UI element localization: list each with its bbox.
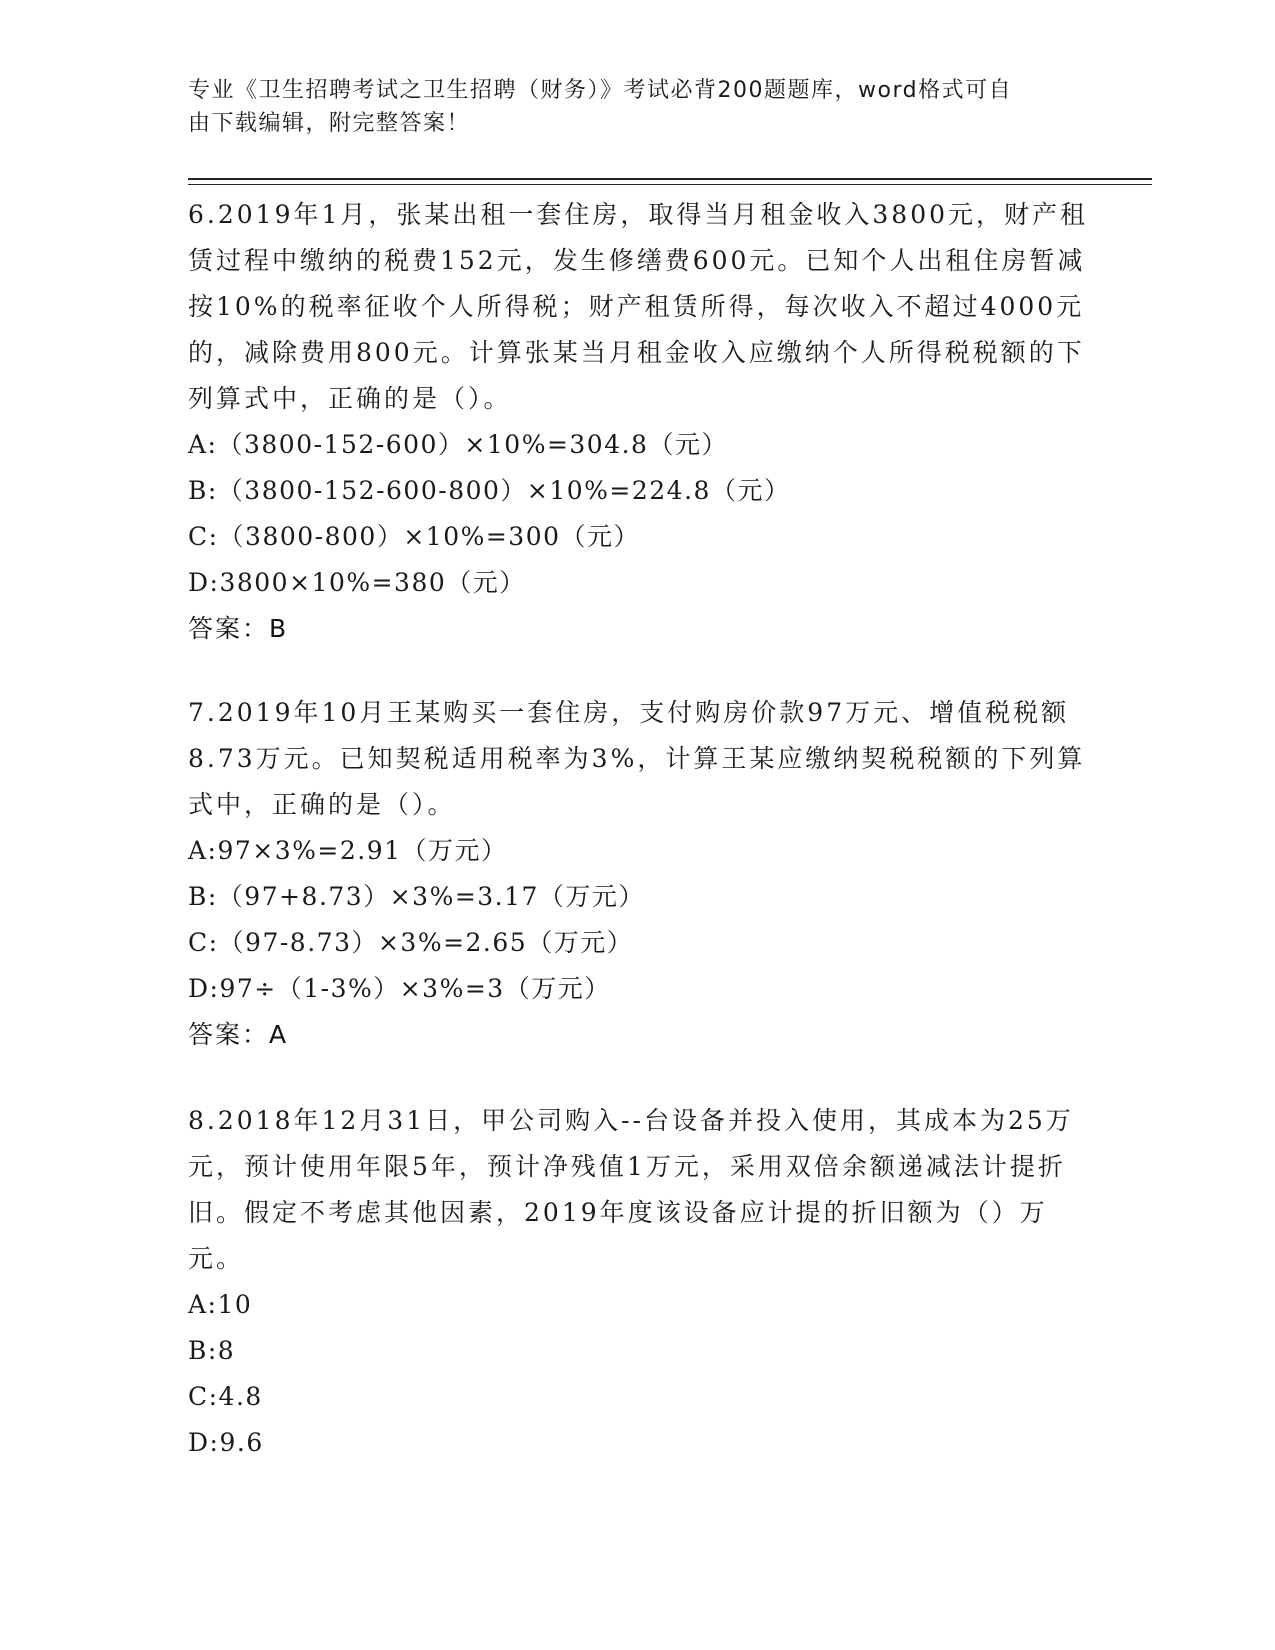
question-stem: 8.2018年12月31日，甲公司购入--台设备并投入使用，其成本为25万元，预计使用年限5年，预计净残值1万元，采用双倍余额递减法计提折旧。假定不考虑其他因素，2019年度该设备应计提的折旧额为（）万元。 bbox=[188, 1106, 1074, 1273]
question-7 bbox=[188, 690, 1088, 1058]
option-a: A:97×3%=2.91（万元） bbox=[188, 836, 508, 865]
option-c: C:（97-8.73）×3%=2.65（万元） bbox=[188, 928, 634, 957]
option-d: D:3800×10%=380（元） bbox=[188, 568, 526, 597]
question-6 bbox=[188, 192, 1088, 652]
header-line-2: 由下载编辑，附完整答案！ bbox=[188, 111, 471, 136]
answer: 答案：A bbox=[188, 1020, 289, 1049]
option-b: B:（3800-152-600-800）×10%=224.8（元） bbox=[188, 476, 791, 505]
option-a: A:（3800-152-600）×10%=304.8（元） bbox=[188, 430, 728, 459]
question-stem: 7.2019年10月王某购买一套住房，支付购房价款97万元、增值税税额8.73万元。已知契税适用税率为3%，计算王某应缴纳契税税额的下列算式中，正确的是（）。 bbox=[188, 698, 1086, 819]
question-stem: 6.2019年1月，张某出租一套住房，取得当月租金收入3800元，财产租赁过程中缴纳的税费152元，发生修缮费600元。已知个人出租住房暂减按10%的税率征收个人所得税；财产租赁所得，每次收入不超过4000元的，减除费用800元。计算张某当月租金收入应缴纳个人所得税税额的下列算式中，正确的是（）。 bbox=[188, 200, 1089, 413]
header-divider-thick bbox=[188, 178, 1152, 180]
option-b: B:8 bbox=[188, 1336, 236, 1365]
question-8 bbox=[188, 1098, 1088, 1466]
header-line-1: 专业《卫生招聘考试之卫生招聘（财务）》考试必背200题题库，word格式可自 bbox=[188, 78, 1013, 103]
answer: 答案：B bbox=[188, 614, 289, 643]
document-header bbox=[188, 74, 1078, 140]
option-c: C:4.8 bbox=[188, 1382, 263, 1411]
option-b: B:（97+8.73）×3%=3.17（万元） bbox=[188, 882, 645, 911]
header-divider-thin bbox=[188, 184, 1152, 185]
option-a: A:10 bbox=[188, 1290, 253, 1319]
option-d: D:97÷（1-3%）×3%=3（万元） bbox=[188, 974, 611, 1003]
option-c: C:（3800-800）×10%=300（元） bbox=[188, 522, 641, 551]
option-d: D:9.6 bbox=[188, 1428, 264, 1457]
